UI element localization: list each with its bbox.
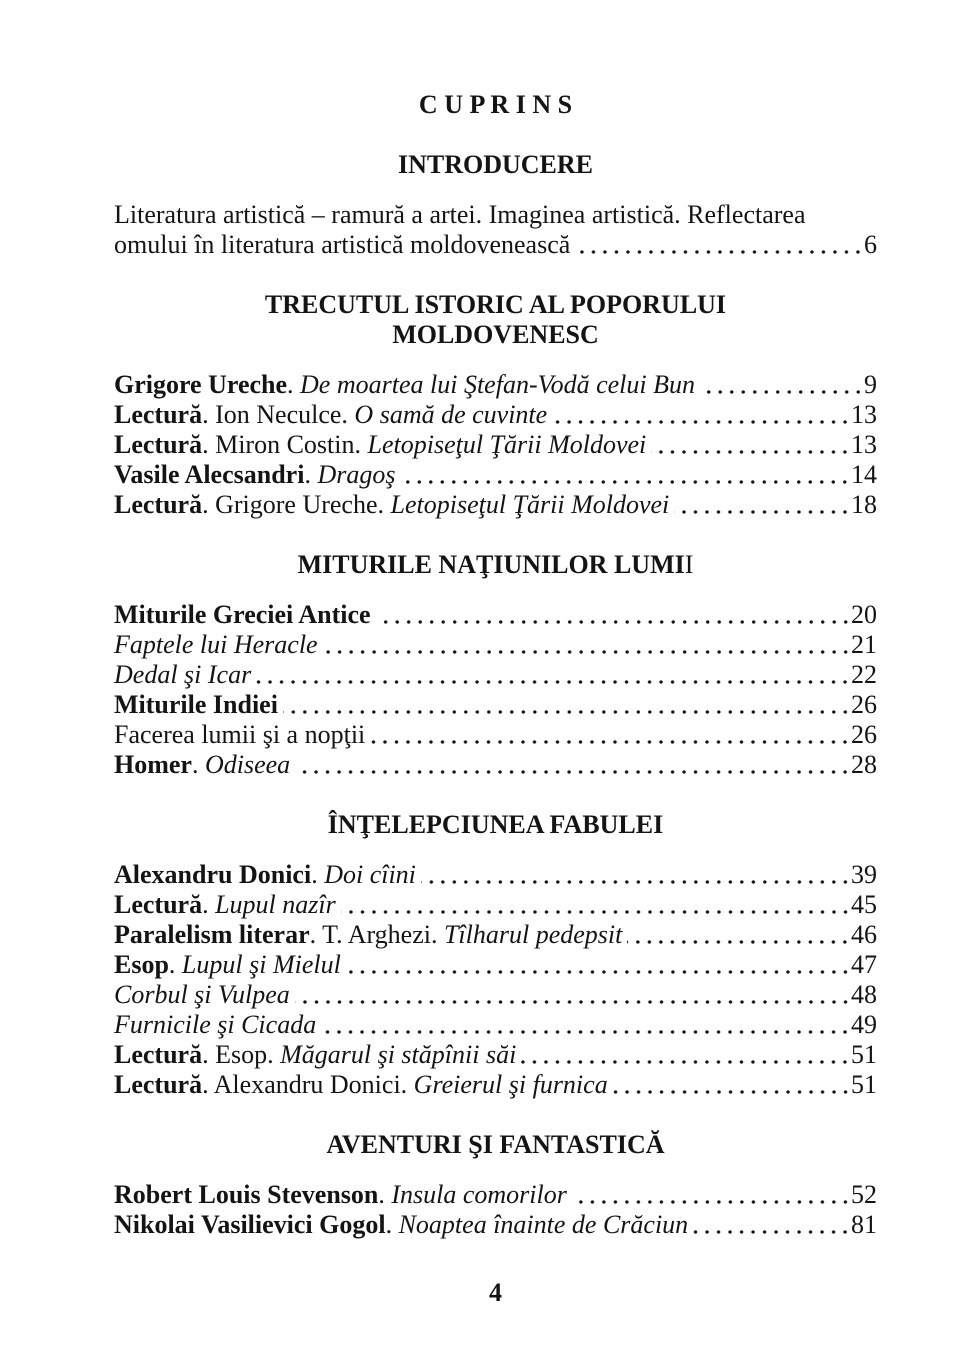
section-heading-text: MITURILE NAŢIUNILOR LUMI — [297, 550, 685, 579]
page-ref: 14 — [851, 460, 877, 489]
entry-label: Vasile Alecsandri — [114, 460, 305, 489]
section-heading-line — [114, 550, 877, 580]
entry-text: . — [191, 750, 205, 779]
entry-heading — [114, 1180, 567, 1210]
dot-leader — [572, 1180, 851, 1210]
entry-heading — [114, 860, 416, 890]
toc-entry — [114, 430, 877, 460]
entry-title: Lupul nazîr — [215, 890, 336, 919]
entry-title: Furnicile şi Cicada — [114, 1010, 317, 1039]
dot-leader — [552, 400, 851, 430]
entry-heading — [114, 1010, 316, 1040]
page-ref: 20 — [851, 600, 877, 629]
page-ref: 51 — [851, 1070, 877, 1099]
dot-leader — [370, 720, 851, 750]
entry-heading — [114, 230, 570, 260]
entry-label: Robert Louis Stevenson — [114, 1180, 379, 1209]
page-ref: 46 — [851, 920, 877, 949]
toc-entry-list — [114, 200, 877, 260]
entry-label: Lectură — [114, 1070, 203, 1099]
entry-text: . T. Arghezi. — [309, 920, 444, 949]
entry-text: Facerea lumii şi a nopţii — [114, 720, 366, 749]
toc-sections — [114, 150, 877, 1240]
dot-leader — [323, 630, 851, 660]
section-heading-line — [114, 320, 877, 350]
toc-entry — [114, 630, 877, 660]
entry-label: Lectură — [114, 430, 203, 459]
section-heading-text: INTRODUCERE — [397, 150, 594, 179]
page-ref: 13 — [851, 400, 877, 429]
page-ref: 9 — [864, 370, 877, 399]
toc-section — [114, 1130, 877, 1240]
entry-text: omului în literatura artistică moldovenească — [114, 230, 571, 259]
dot-leader — [651, 430, 851, 460]
entry-heading — [114, 1040, 516, 1070]
entry-label: Lectură — [114, 400, 203, 429]
entry-text: . Grigore Ureche. — [202, 490, 391, 519]
page-ref: 28 — [851, 750, 877, 779]
entry-label: Nikolai Vasilievici Gogol — [114, 1210, 386, 1239]
dot-leader — [295, 750, 851, 780]
entry-title: Doi cîini — [324, 860, 416, 889]
page-ref: 47 — [851, 950, 877, 979]
dot-leader — [295, 980, 851, 1010]
page-ref: 81 — [851, 1210, 877, 1239]
toc-section — [114, 150, 877, 260]
toc-entry — [114, 1010, 877, 1040]
entry-title: Letopiseţul Ţării Moldovei — [367, 430, 647, 459]
toc-entry — [114, 860, 877, 890]
entry-heading — [114, 720, 365, 750]
entry-title: Noaptea înainte de Crăciun — [398, 1210, 689, 1239]
entry-label: Homer — [114, 750, 192, 779]
dot-leader — [283, 690, 851, 720]
entry-heading — [114, 460, 395, 490]
page-ref: 26 — [851, 720, 877, 749]
dot-leader — [627, 920, 851, 950]
toc-entry-list — [114, 1180, 877, 1240]
entry-heading — [114, 950, 341, 980]
entry-label: Esop — [114, 950, 169, 979]
toc-entry-list — [114, 370, 877, 520]
section-heading-line — [114, 150, 877, 180]
entry-heading — [114, 1210, 688, 1240]
toc-entry — [114, 660, 877, 690]
page-ref: 6 — [864, 230, 877, 259]
section-heading — [114, 810, 877, 840]
section-heading — [114, 1130, 877, 1160]
section-heading-line — [114, 810, 877, 840]
dot-leader — [521, 1040, 851, 1070]
dot-leader — [693, 1210, 851, 1240]
toc-entry — [114, 750, 877, 780]
page-ref: 52 — [851, 1180, 877, 1209]
toc-entry — [114, 980, 877, 1010]
entry-title: Măgarul şi stăpînii săi — [280, 1040, 517, 1069]
entry-title: Insula comorilor — [391, 1180, 567, 1209]
entry-title: Corbul şi Vulpea — [114, 980, 290, 1009]
entry-label: Lectură — [114, 890, 203, 919]
toc-entry — [114, 920, 877, 950]
toc-section — [114, 810, 877, 1100]
dot-leader — [321, 1010, 851, 1040]
entry-label: Paralelism literar — [114, 920, 310, 949]
entry-title: Dragoş — [317, 460, 396, 489]
section-heading-text: I — [684, 550, 694, 579]
section-heading — [114, 150, 877, 180]
toc-entry — [114, 460, 877, 490]
entry-heading — [114, 980, 290, 1010]
table-of-contents — [114, 90, 877, 1240]
entry-text: . Esop. — [202, 1040, 281, 1069]
toc-entry — [114, 400, 877, 430]
dot-leader — [421, 860, 851, 890]
entry-heading — [114, 890, 336, 920]
entry-title: Letopiseţul Ţării Moldovei — [390, 490, 670, 519]
dot-leader — [700, 370, 864, 400]
dot-leader — [613, 1070, 851, 1100]
toc-entry — [114, 230, 877, 260]
dot-leader — [341, 890, 851, 920]
toc-section — [114, 290, 877, 520]
toc-entry-list — [114, 860, 877, 1100]
toc-entry — [114, 1210, 877, 1240]
dot-leader — [256, 660, 851, 690]
toc-entry — [114, 370, 877, 400]
entry-title: Odiseea — [204, 750, 291, 779]
entry-title: O samă de cuvinte — [354, 400, 548, 429]
toc-entry-list — [114, 600, 877, 780]
toc-entry — [114, 1180, 877, 1210]
entry-title: Tîlharul pedepsit — [443, 920, 623, 949]
entry-heading — [114, 370, 695, 400]
section-heading-line — [114, 1130, 877, 1160]
entry-heading — [114, 750, 290, 780]
entry-title: Dedal şi Icar — [114, 660, 252, 689]
entry-text: . — [378, 1180, 392, 1209]
entry-text: . — [311, 860, 325, 889]
entry-heading — [114, 630, 318, 660]
entry-heading — [114, 690, 278, 720]
section-heading-text: TRECUTUL ISTORIC AL POPORULUI — [264, 290, 727, 319]
page-number: 4 — [489, 1278, 502, 1307]
toc-entry — [114, 600, 877, 630]
entry-label: Miturile Greciei Antice — [114, 600, 371, 629]
entry-label: Lectură — [114, 490, 203, 519]
page-ref: 13 — [851, 430, 877, 459]
toc-entry — [114, 720, 877, 750]
page-ref: 48 — [851, 980, 877, 1009]
entry-text: . — [385, 1210, 399, 1239]
entry-text: . — [287, 370, 301, 399]
entry-heading — [114, 430, 646, 460]
entry-first-line: Literatura artistică – ramură a artei. Imaginea artistică. Reflectarea — [114, 200, 806, 229]
page-ref: 39 — [851, 860, 877, 889]
page-ref: 45 — [851, 890, 877, 919]
page-ref: 22 — [851, 660, 877, 689]
entry-heading — [114, 490, 669, 520]
section-heading-text: ÎNŢELEPCIUNEA FABULEI — [327, 810, 664, 839]
toc-entry — [114, 690, 877, 720]
entry-heading — [114, 400, 547, 430]
entry-title: Lupul şi Mielul — [181, 950, 341, 979]
entry-text: . — [304, 460, 318, 489]
entry-text: . — [202, 890, 216, 919]
entry-text: . Ion Neculce. — [202, 400, 355, 429]
page-ref: 26 — [851, 690, 877, 719]
section-heading-text: MOLDOVENESC — [392, 320, 599, 349]
entry-label: Grigore Ureche — [114, 370, 288, 399]
dot-leader — [674, 490, 851, 520]
dot-leader — [575, 230, 864, 260]
entry-title: Faptele lui Heracle — [114, 630, 318, 659]
dot-leader — [346, 950, 851, 980]
toc-entry — [114, 1040, 877, 1070]
section-heading — [114, 550, 877, 580]
entry-text: . — [168, 950, 182, 979]
toc-entry — [114, 890, 877, 920]
entry-label: Lectură — [114, 1040, 203, 1069]
entry-heading — [114, 1070, 608, 1100]
dot-leader — [376, 600, 851, 630]
toc-entry — [114, 950, 877, 980]
page-title: C U P R I N S — [418, 90, 573, 119]
page-ref: 51 — [851, 1040, 877, 1069]
entry-heading — [114, 600, 371, 630]
entry-label: Miturile Indiei — [114, 690, 278, 719]
toc-entry — [114, 490, 877, 520]
page-ref: 49 — [851, 1010, 877, 1039]
toc-entry — [114, 1070, 877, 1100]
entry-heading — [114, 660, 251, 690]
entry-title: Greierul şi furnica — [413, 1070, 608, 1099]
section-heading-line — [114, 290, 877, 320]
entry-text: . Miron Costin. — [202, 430, 368, 459]
dot-leader — [400, 460, 851, 490]
entry-title: De moartea lui Ştefan-Vodă celui Bun — [300, 370, 696, 399]
section-heading — [114, 290, 877, 350]
section-heading-text: AVENTURI ŞI FANTASTICĂ — [326, 1130, 665, 1159]
entry-label: Alexandru Donici — [114, 860, 312, 889]
entry-heading — [114, 920, 622, 950]
entry-text: . Alexandru Donici. — [202, 1070, 414, 1099]
toc-section — [114, 550, 877, 780]
page-ref: 18 — [851, 490, 877, 519]
page-ref: 21 — [851, 630, 877, 659]
